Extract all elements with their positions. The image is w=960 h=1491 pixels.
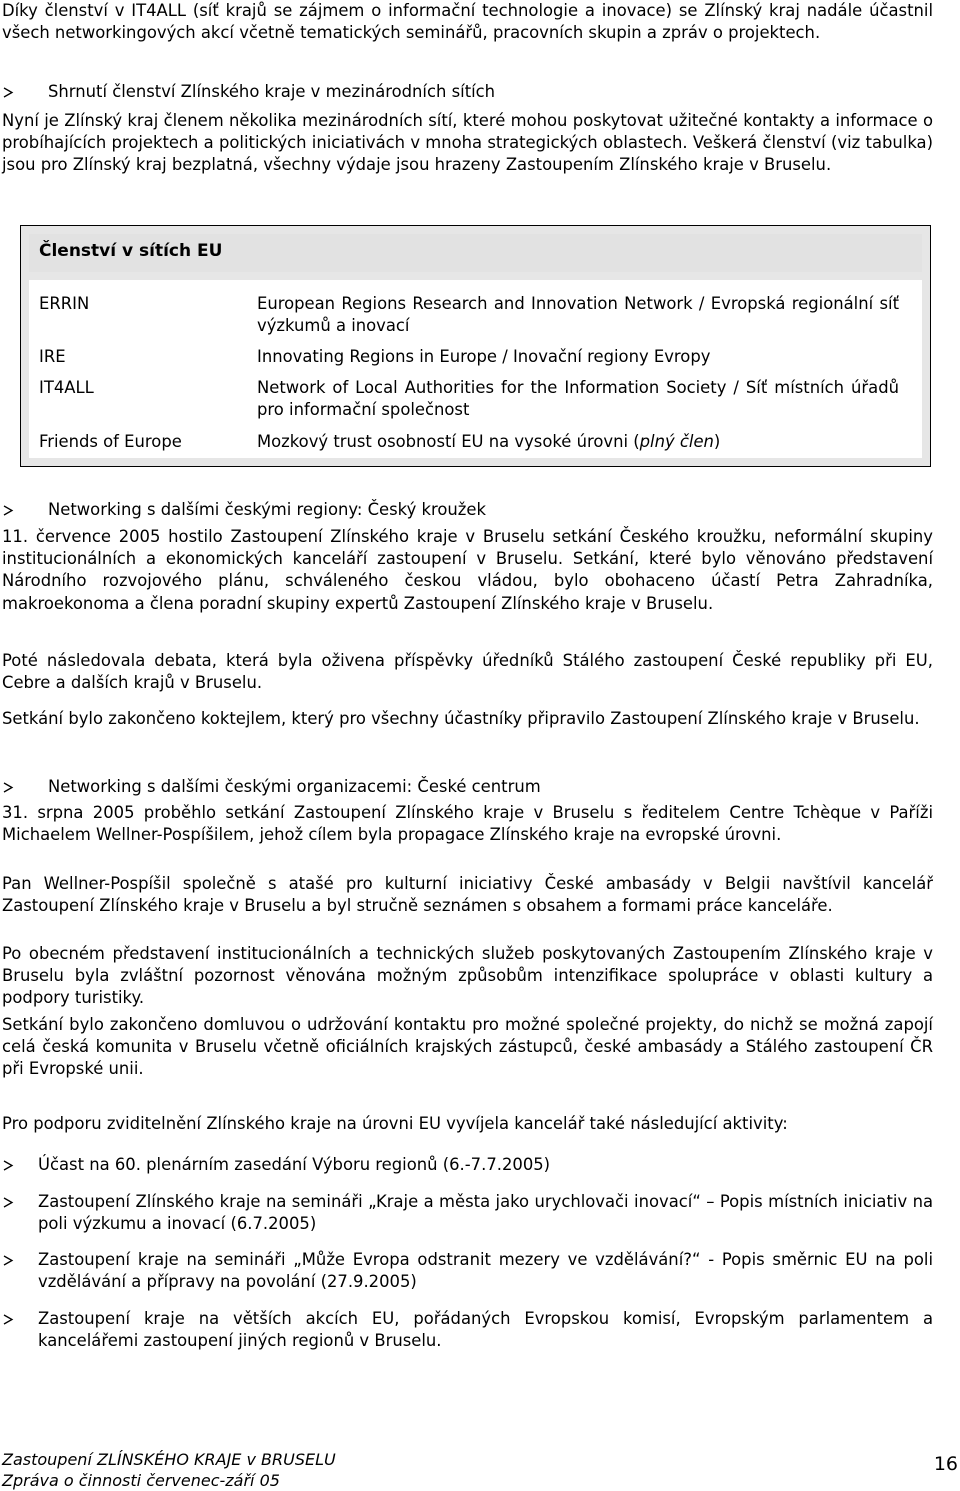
activities-intro: Pro podporu zviditelnění Zlínského kraje na úrovni EU vyvíjela kancelář také následující aktivity: bbox=[2, 1114, 788, 1133]
network-name: IRE bbox=[39, 347, 66, 366]
activity-text: Zastoupení kraje na větších akcích EU, pořádaných Evropskou komisí, Evropským parlamentem a kancelářemi zastoupení jiných regionů v Bruselu. bbox=[38, 1309, 933, 1351]
activity-item bbox=[2, 1249, 933, 1293]
arrow-bullet-icon bbox=[2, 1191, 20, 1213]
activity-text: Zastoupení kraje na semináři „Může Evropa odstranit mezery ve vzdělávání?“ - Popis směrnic EU na poli vzdělávání a přípravy na povolání (27.9.2005) bbox=[38, 1250, 933, 1292]
network-description: Mozkový trust osobností EU na vysoké úrovni (plný člen) bbox=[257, 432, 721, 451]
bullet-text: Networking s dalšími českými regiony: Český kroužek bbox=[48, 500, 486, 519]
bullet-czech-centre bbox=[2, 776, 933, 798]
page-number: 16 bbox=[933, 1453, 958, 1475]
footer-report-title: Zpráva o činnosti červenec-září 05 bbox=[2, 1471, 280, 1490]
network-description: Network of Local Authorities for the Information Society / Síť místních úřadů pro informační společnost bbox=[257, 378, 899, 420]
page-footer bbox=[2, 1449, 336, 1491]
arrow-bullet-icon bbox=[2, 1308, 20, 1330]
czech-centre-paragraph-3: Po obecném představení institucionálních a technických služeb poskytovaných Zastoupením Zlínského kraje v Bruselu byla zvláštní pozornost věnována možným způsobům intenzifikace spolupráce v oblasti kultury a podpory turistiky. bbox=[2, 944, 933, 1008]
network-name: ERRIN bbox=[39, 294, 90, 313]
membership-table bbox=[20, 225, 931, 467]
arrow-bullet-icon bbox=[2, 1154, 20, 1176]
table-header bbox=[29, 234, 922, 273]
arrow-bullet-icon bbox=[2, 1249, 20, 1271]
bullet-text: Shrnutí členství Zlínského kraje v mezinárodních sítích bbox=[48, 82, 496, 101]
activity-item bbox=[2, 1191, 933, 1235]
arrow-bullet-icon bbox=[2, 776, 20, 798]
czech-circle-paragraph-2: Poté následovala debata, která byla oživena příspěvky úředníků Stálého zastoupení České republiky při EU, Cebre a dalších krajů v Bruselu. bbox=[2, 651, 933, 693]
bullet-text: Networking s dalšími českými organizacemi: České centrum bbox=[48, 777, 541, 796]
network-name: Friends of Europe bbox=[39, 432, 182, 451]
czech-circle-paragraph-1: 11. července 2005 hostilo Zastoupení Zlínského kraje v Bruselu setkání Českého kroužku, neformální skupiny institucionálních a ekonomických kanceláří zastoupení v Bruselu. Setkání, které bylo věnováno představení Národního rozvojového plánu, schváleného českou vládou, bylo obohaceno účastí Petra Zahradníka, makroekonoma a člena poradní skupiny expertů Zastoupení Zlínského kraje v Bruselu. bbox=[2, 527, 933, 613]
czech-centre-paragraph-2: Pan Wellner-Pospíšil společně s atašé pro kulturní iniciativy České ambasády v Belgii navštívil kancelář Zastoupení Zlínského kraje v Bruselu a byl stručně seznámen s obsahem a formami práce kanceláře. bbox=[2, 874, 933, 916]
membership-paragraph: Nyní je Zlínský kraj členem několika mezinárodních sítí, které mohou poskytovat užitečné kontakty a informace o probíhajících projektech a politických iniciativách v mnoha strategických oblastech. Veškerá členství (viz tabulka) jsou pro Zlínský kraj bezplatná, všechny výdaje jsou hrazeny Zastoupením Zlínského kraje v Bruselu. bbox=[2, 111, 933, 175]
activity-text: Účast na 60. plenárním zasedání Výboru regionů (6.-7.7.2005) bbox=[38, 1155, 551, 1174]
network-name: IT4ALL bbox=[39, 378, 94, 397]
activity-item bbox=[2, 1308, 933, 1352]
czech-centre-paragraph-1: 31. srpna 2005 proběhlo setkání Zastoupení Zlínského kraje v Bruselu s ředitelem Centre Tchèque v Paříži Michaelem Wellner-Pospíšilem, jehož cílem byla propagace Zlínského kraje na evropské úrovni. bbox=[2, 803, 933, 845]
network-description: European Regions Research and Innovation Network / Evropská regionální síť výzkumů a inovací bbox=[257, 294, 899, 336]
footer-organization: Zastoupení ZLÍNSKÉHO KRAJE v BRUSELU bbox=[2, 1450, 336, 1469]
intro-paragraph: Díky členství v IT4ALL (síť krajů se zájmem o informační technologie a inovace) se Zlínský kraj nadále účastnil všech networkingových akcí včetně tematických seminářů, pracovních skupin a zpráv o projektech. bbox=[2, 1, 933, 43]
activity-item bbox=[2, 1154, 933, 1176]
activity-text: Zastoupení Zlínského kraje na semináři „Kraje a města jako urychlovači inovací“ – Popis místních iniciativ na poli výzkumu a inovací (6.7.2005) bbox=[38, 1192, 933, 1234]
bullet-czech-circle bbox=[2, 499, 933, 521]
bullet-membership-summary bbox=[2, 81, 933, 103]
czech-circle-paragraph-3: Setkání bylo zakončeno koktejlem, který pro všechny účastníky připravilo Zastoupení Zlínského kraje v Bruselu. bbox=[2, 709, 920, 728]
network-description: Innovating Regions in Europe / Inovační regiony Evropy bbox=[257, 347, 711, 366]
arrow-bullet-icon bbox=[2, 81, 20, 103]
czech-centre-paragraph-4: Setkání bylo zakončeno domluvou o udržování kontaktu pro možné společné projekty, do nichž se možná zapojí celá česká komunita v Bruselu včetně oficiálních krajských zástupců, české ambasády a Stálého zastoupení ČR při Evropské unii. bbox=[2, 1015, 933, 1079]
arrow-bullet-icon bbox=[2, 499, 20, 521]
table-title: Členství v sítích EU bbox=[39, 241, 223, 261]
table-body bbox=[29, 272, 922, 458]
member-status: plný člen bbox=[639, 432, 714, 451]
